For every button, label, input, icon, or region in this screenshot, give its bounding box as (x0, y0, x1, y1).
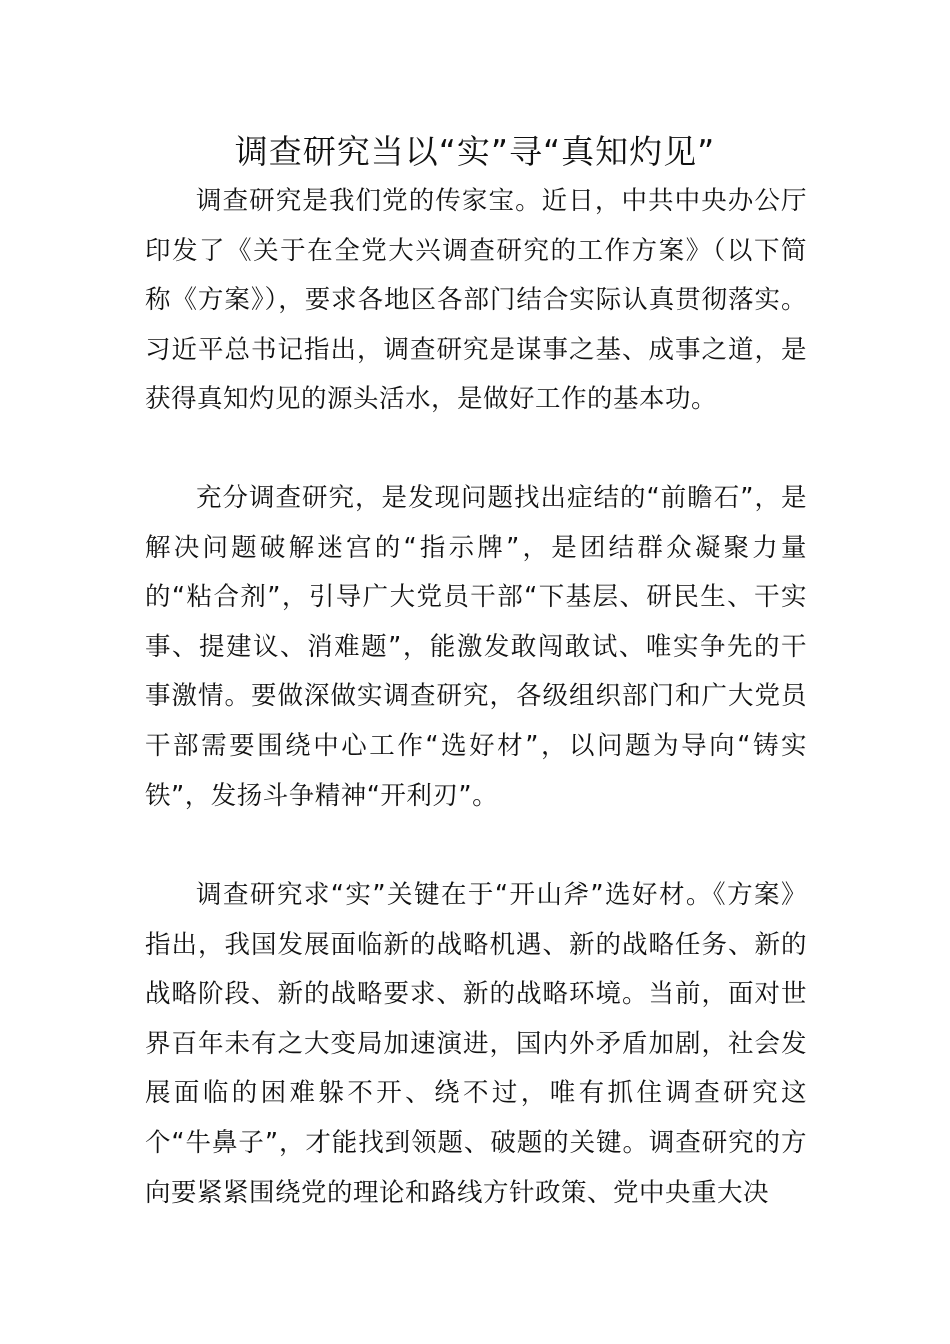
paragraph-1: 调查研究是我们党的传家宝。近日，中共中央办公厅印发了《关于在全党大兴调查研究的工作方案》（以下简称《方案》），要求各地区各部门结合实际认真贯彻落实。习近平总书记指出，调查研究是谋事之基、成事之道，是获得真知灼见的源头活水，是做好工作的基本功。 (145, 186, 807, 415)
document-title: 调查研究当以“实”寻“真知灼见” (234, 132, 716, 171)
paragraph-2: 充分调查研究，是发现问题找出症结的“前瞻石”，是解决问题破解迷宫的“指示牌”，是团结群众凝聚力量的“粘合剂”，引导广大党员干部“下基层、研民生、干实事、提建议、消难题”，能激发敢闯敢试、唯实争先的干事激情。要做深做实调查研究，各级组织部门和广大党员干部需要围绕中心工作“选好材”，以问题为导向“铸实铁”，发扬斗争精神“开利刃”。 (145, 483, 807, 811)
paragraph-3: 调查研究求“实”关键在于“开山斧”选好材。《方案》指出，我国发展面临新的战略机遇、新的战略任务、新的战略阶段、新的战略要求、新的战略环境。当前，面对世界百年未有之大变局加速演进，国内外矛盾加剧，社会发展面临的困难躲不开、绕不过，唯有抓住调查研究这个“牛鼻子”，才能找到领题、破题的关键。调查研究的方向要紧紧围绕党的理论和路线方针政策、党中央重大决 (145, 880, 807, 1208)
